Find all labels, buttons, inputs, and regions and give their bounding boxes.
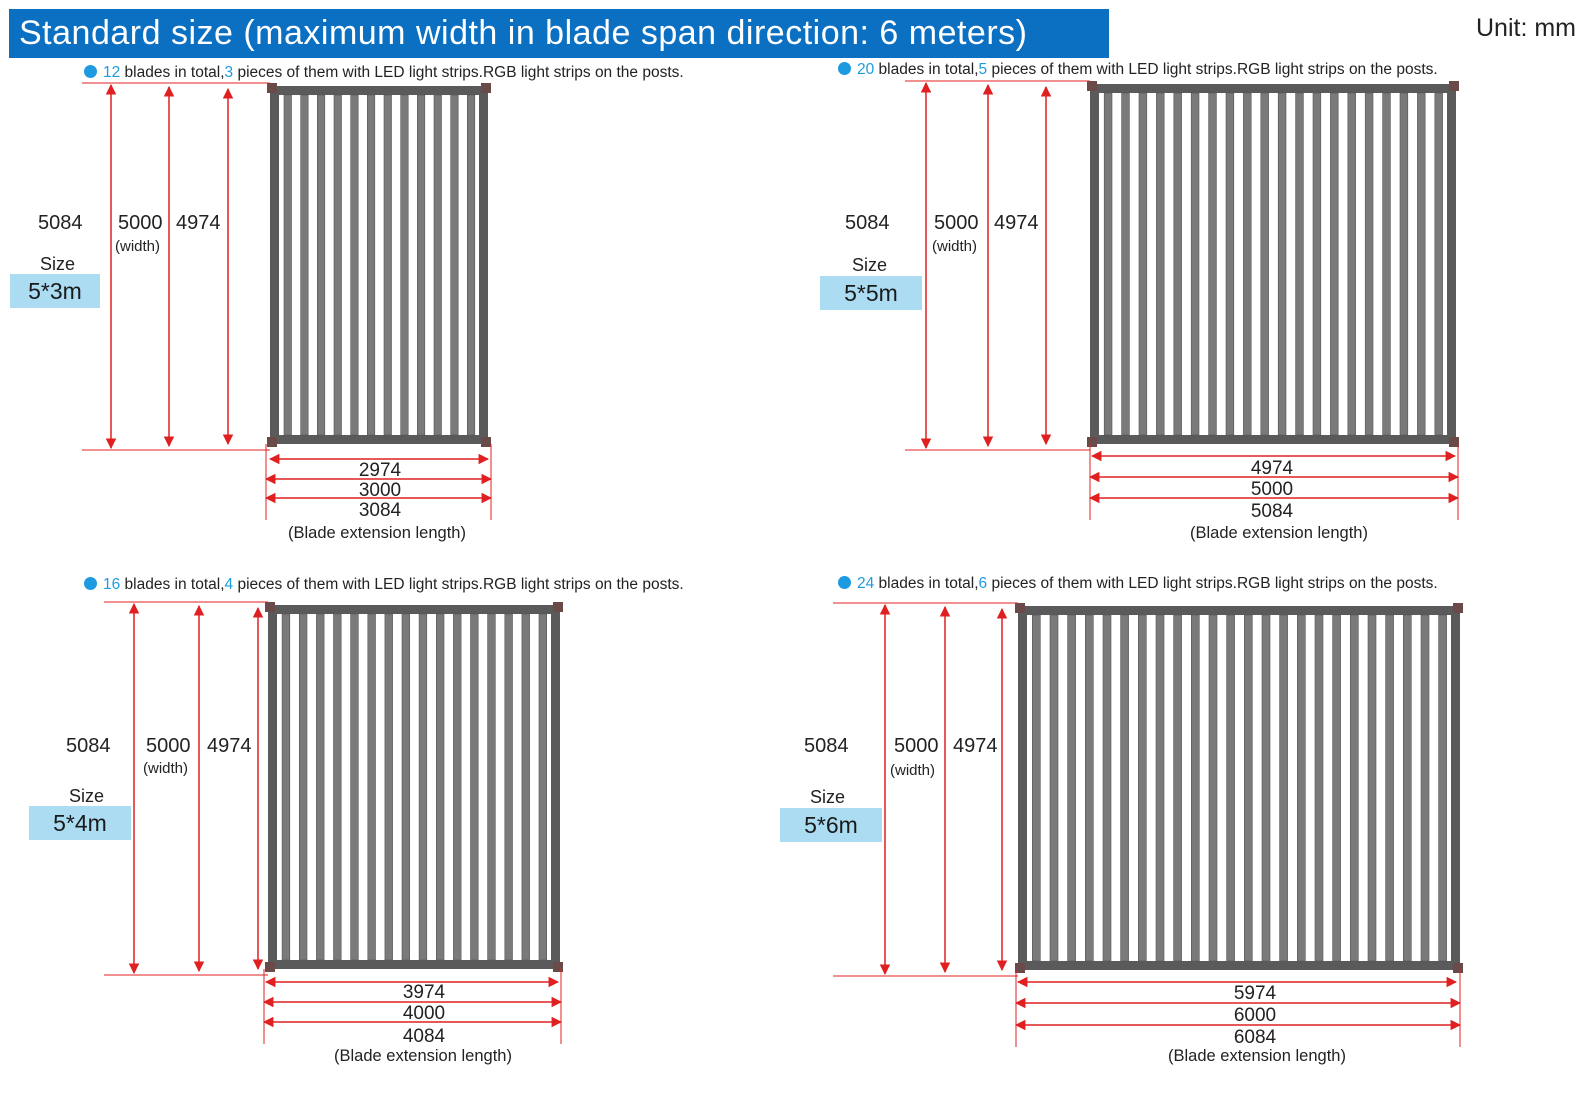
blade (1174, 93, 1182, 435)
frame-beam (479, 86, 488, 444)
blade-extension-note: (Blade extension length) (288, 524, 466, 542)
height-mid-label: 5000 (894, 735, 939, 757)
post-cap (1453, 603, 1463, 613)
post-cap (265, 602, 275, 612)
blade (334, 614, 342, 960)
frame-beam (1018, 606, 1460, 615)
frame-beam (1447, 84, 1456, 444)
blade (402, 614, 410, 960)
bullet-dot-icon (838, 62, 851, 75)
blade (1350, 615, 1358, 961)
frame-beam (551, 605, 560, 969)
blade (471, 614, 479, 960)
blade (1191, 93, 1199, 435)
frame-beam (1090, 435, 1456, 444)
blade (1278, 93, 1286, 435)
frame-beam (268, 605, 560, 614)
blade (522, 614, 530, 960)
blade (1421, 615, 1429, 961)
blade (436, 614, 444, 960)
blade (1085, 615, 1093, 961)
blade (1122, 93, 1130, 435)
blade (367, 95, 375, 435)
size-label: Size (810, 787, 846, 807)
size-value: 5*4m (29, 806, 131, 840)
blade (1297, 615, 1305, 961)
height-outer-label: 5084 (804, 735, 849, 757)
size-value: 5*6m (780, 808, 882, 842)
blade (1226, 93, 1234, 435)
pergola-frame (267, 83, 491, 447)
blade (1435, 93, 1443, 435)
width-mid-label: 5000 (1250, 479, 1294, 500)
blade (1174, 615, 1182, 961)
blade (1262, 615, 1270, 961)
blade (1333, 615, 1341, 961)
bullet-dot-icon (84, 65, 97, 78)
blade (1261, 93, 1269, 435)
blade (301, 95, 309, 435)
bullet-dot-icon (84, 577, 97, 590)
width-mid-label: 6000 (1233, 1005, 1277, 1026)
width-outer-label: 4084 (402, 1026, 446, 1047)
frame-beam (270, 86, 279, 444)
pergola-frame (1087, 81, 1459, 447)
blade (1156, 615, 1164, 961)
blade (1348, 93, 1356, 435)
frame-beam (1090, 84, 1456, 93)
height-mid-label: 5000 (934, 212, 979, 234)
blade (1139, 93, 1147, 435)
post-cap (267, 437, 277, 447)
blade (467, 95, 475, 435)
size-label: Size (852, 255, 888, 275)
blade (1243, 93, 1251, 435)
width-inner-label: 2974 (358, 460, 402, 481)
blade (1403, 615, 1411, 961)
blade (368, 614, 376, 960)
blade (1121, 615, 1129, 961)
blade (334, 95, 342, 435)
blade (1386, 615, 1394, 961)
post-cap (1453, 963, 1463, 973)
blade (1280, 615, 1288, 961)
blade (1068, 615, 1076, 961)
height-mid-sub: (width) (932, 238, 978, 255)
blade (1209, 93, 1217, 435)
width-outer-label: 6084 (1233, 1027, 1277, 1048)
blade (299, 614, 307, 960)
blade (453, 614, 461, 960)
post-cap (481, 437, 491, 447)
height-mid-sub: (width) (143, 760, 189, 777)
size-value: 5*5m (820, 276, 922, 310)
height-mid-label: 5000 (118, 212, 163, 234)
post-cap (265, 962, 275, 972)
height-outer-label: 5084 (66, 735, 111, 757)
blade (417, 95, 425, 435)
blade (1313, 93, 1321, 435)
frame-beam (1451, 606, 1460, 970)
unit-label: Unit: mm (1476, 14, 1576, 42)
panel-caption: 16 blades in total,4 pieces of them with LED light strips.RGB light strips on the posts. (84, 576, 684, 594)
frame-beam (270, 435, 488, 444)
post-cap (1087, 81, 1097, 91)
blade (1191, 615, 1199, 961)
blade (1138, 615, 1146, 961)
width-mid-label: 3000 (358, 480, 402, 501)
frame-beam (270, 86, 488, 95)
blade-extension-note: (Blade extension length) (1168, 1047, 1346, 1065)
blade (351, 614, 359, 960)
frame-beam (1090, 84, 1099, 444)
pergola-frame (265, 602, 563, 972)
post-cap (481, 83, 491, 93)
blade (1368, 615, 1376, 961)
blade (539, 614, 547, 960)
post-cap (267, 83, 277, 93)
blade (451, 95, 459, 435)
width-outer-label: 5084 (1250, 501, 1294, 522)
blade (1417, 93, 1425, 435)
height-mid-sub: (width) (115, 238, 161, 255)
size-label: Size (69, 786, 105, 806)
panel-caption: 12 blades in total,3 pieces of them with LED light strips.RGB light strips on the posts. (84, 64, 684, 82)
height-inner-label: 4974 (176, 212, 221, 234)
frame-beam (268, 960, 560, 969)
width-inner-label: 4974 (1250, 458, 1294, 479)
blade-extension-note: (Blade extension length) (1190, 524, 1368, 542)
blade (1330, 93, 1338, 435)
blade (1209, 615, 1217, 961)
width-mid-label: 4000 (402, 1003, 446, 1024)
blade (282, 614, 290, 960)
blade (1365, 93, 1373, 435)
height-inner-label: 4974 (953, 735, 998, 757)
page-title: Standard size (maximum width in blade span direction: 6 meters) (9, 9, 1109, 58)
blade (434, 95, 442, 435)
blade (1227, 615, 1235, 961)
blade (1032, 615, 1040, 961)
width-inner-label: 5974 (1233, 983, 1277, 1004)
blade (284, 95, 292, 435)
blade (351, 95, 359, 435)
blade (317, 95, 325, 435)
blade (505, 614, 513, 960)
frame-beam (1018, 606, 1027, 970)
blade (401, 95, 409, 435)
blade (419, 614, 427, 960)
height-inner-label: 4974 (207, 735, 252, 757)
blade (1383, 93, 1391, 435)
width-inner-label: 3974 (402, 982, 446, 1003)
size-label: Size (40, 254, 76, 274)
post-cap (553, 602, 563, 612)
height-outer-label: 5084 (38, 212, 83, 234)
width-outer-label: 3084 (358, 500, 402, 521)
post-cap (1087, 437, 1097, 447)
blade (1156, 93, 1164, 435)
height-mid-label: 5000 (146, 735, 191, 757)
panel-caption: 20 blades in total,5 pieces of them with LED light strips.RGB light strips on the posts. (838, 61, 1438, 79)
blade (1244, 615, 1252, 961)
blade (385, 614, 393, 960)
blade (384, 95, 392, 435)
height-inner-label: 4974 (994, 212, 1039, 234)
blade (1104, 93, 1112, 435)
panel-caption: 24 blades in total,6 pieces of them with LED light strips.RGB light strips on the posts. (838, 575, 1438, 593)
blade (488, 614, 496, 960)
blade-extension-note: (Blade extension length) (334, 1047, 512, 1065)
pergola-frame (1015, 603, 1463, 973)
frame-beam (1018, 961, 1460, 970)
bullet-dot-icon (838, 576, 851, 589)
frame-beam (268, 605, 277, 969)
blade (1050, 615, 1058, 961)
height-mid-sub: (width) (890, 762, 936, 779)
blade (316, 614, 324, 960)
post-cap (1015, 603, 1025, 613)
size-value: 5*3m (10, 274, 100, 308)
blade (1315, 615, 1323, 961)
blade (1439, 615, 1447, 961)
post-cap (1449, 81, 1459, 91)
height-outer-label: 5084 (845, 212, 890, 234)
blade (1400, 93, 1408, 435)
blade (1103, 615, 1111, 961)
blade (1296, 93, 1304, 435)
